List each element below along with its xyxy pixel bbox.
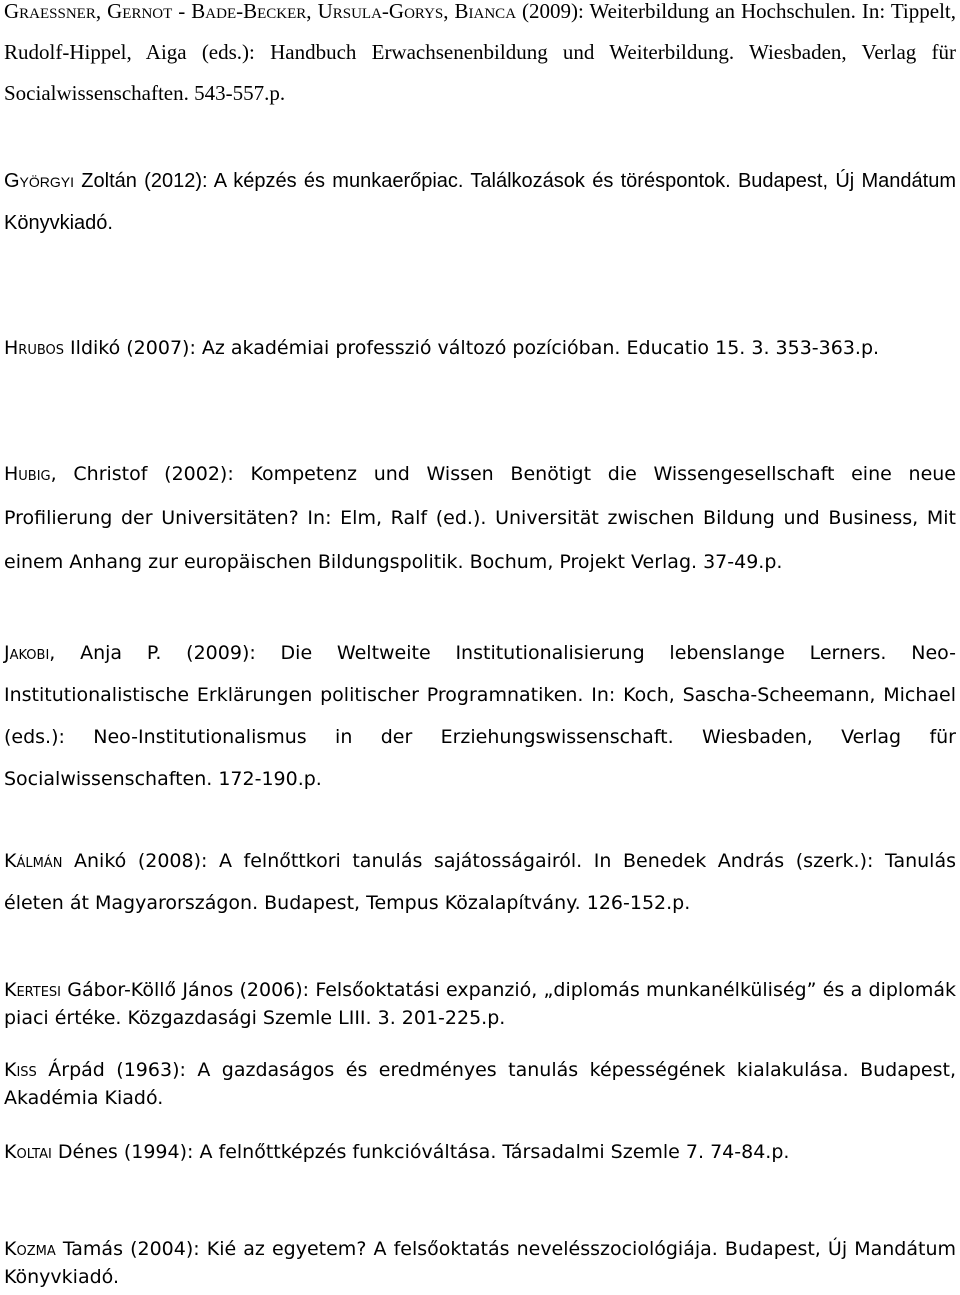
reference-details: , Christof (2002): Kompetenz und Wissen Benötigt die Wissengesellschaft eine neue Profilierung der Universitäten? In: Elm, Ralf (ed.). Universität zwischen Bildung und Business, Mit einem Anhang zur europäischen Bildungspolitik. Bochum, Projekt Verlag. 37-49.p. bbox=[4, 463, 956, 573]
reference-details: Anikó (2008): A felnőttkori tanulás sajátosságairól. In Benedek András (szerk.): Tanulás életen át Magyarországon. Budapest, Tempus Közalapítvány. 126-152.p. bbox=[4, 850, 956, 914]
reference-details: Árpád (1963): A gazdaságos és eredményes tanulás képességének kialakulása. Budapest, Akadémia Kiadó. bbox=[4, 1059, 956, 1109]
reference-authors: Hrubos bbox=[4, 337, 65, 359]
reference-entry bbox=[4, 160, 956, 244]
reference-entry bbox=[4, 1056, 956, 1112]
reference-details: Zoltán (2012): A képzés és munkaerőpiac. Találkozások és töréspontok. Budapest, Új Mandátum Könyvkiadó. bbox=[4, 170, 956, 234]
reference-entry bbox=[4, 452, 956, 584]
reference-details: (2009): Weiterbildung an Hochschulen. In: Tippelt, Rudolf-Hippel, Aiga (eds.): Handbuch Erwachsenenbildung und Weiterbildung. Wiesbaden, Verlag für Socialwissenschaften. 543-557.p. bbox=[4, 0, 956, 105]
reference-authors: Jakobi bbox=[4, 642, 50, 664]
reference-authors: Györgyi bbox=[4, 170, 75, 192]
reference-authors: Kozma bbox=[4, 1238, 56, 1260]
reference-entry bbox=[4, 0, 956, 114]
reference-entry bbox=[4, 1235, 956, 1291]
reference-entry bbox=[4, 840, 956, 924]
reference-details: Ildikó (2007): Az akadémiai professzió változó pozícióban. Educatio 15. 3. 353-363.p. bbox=[64, 337, 880, 359]
reference-authors: Kertesi bbox=[4, 979, 62, 1001]
reference-details: Dénes (1994): A felnőttképzés funkcióváltása. Társadalmi Szemle 7. 74-84.p. bbox=[51, 1141, 790, 1163]
reference-authors: Kálmán bbox=[4, 850, 63, 872]
reference-entry bbox=[4, 328, 956, 369]
reference-authors: Koltai bbox=[4, 1141, 52, 1163]
reference-authors: Kiss bbox=[4, 1059, 37, 1081]
reference-entry bbox=[4, 976, 956, 1032]
reference-details: Tamás (2004): Kié az egyetem? A felsőoktatás nevelésszociológiája. Budapest, Új Mandátum Könyvkiadó. bbox=[4, 1238, 956, 1288]
reference-details: , Anja P. (2009): Die Weltweite Institutionalisierung lebenslange Lerners. Neo-Institutionalistische Erklärungen politischer Programnatiken. In: Koch, Sascha-Scheemann, Michael (eds.): Neo-Institutionalismus in der Erziehungswissenschaft. Wiesbaden, Verlag für Socialwissenschaften. 172-190.p. bbox=[4, 642, 956, 790]
reference-authors: Hubig bbox=[4, 463, 51, 485]
reference-entry bbox=[4, 1138, 956, 1166]
reference-authors: Graessner, Gernot - Bade-Becker, Ursula-Gorys, Bianca bbox=[4, 0, 517, 23]
reference-entry bbox=[4, 632, 956, 800]
reference-details: Gábor-Köllő János (2006): Felsőoktatási expanzió, „diplomás munkanélküliség” és a diplomák piaci értéke. Közgazdasági Szemle LIII. 3. 201-225.p. bbox=[4, 979, 956, 1029]
